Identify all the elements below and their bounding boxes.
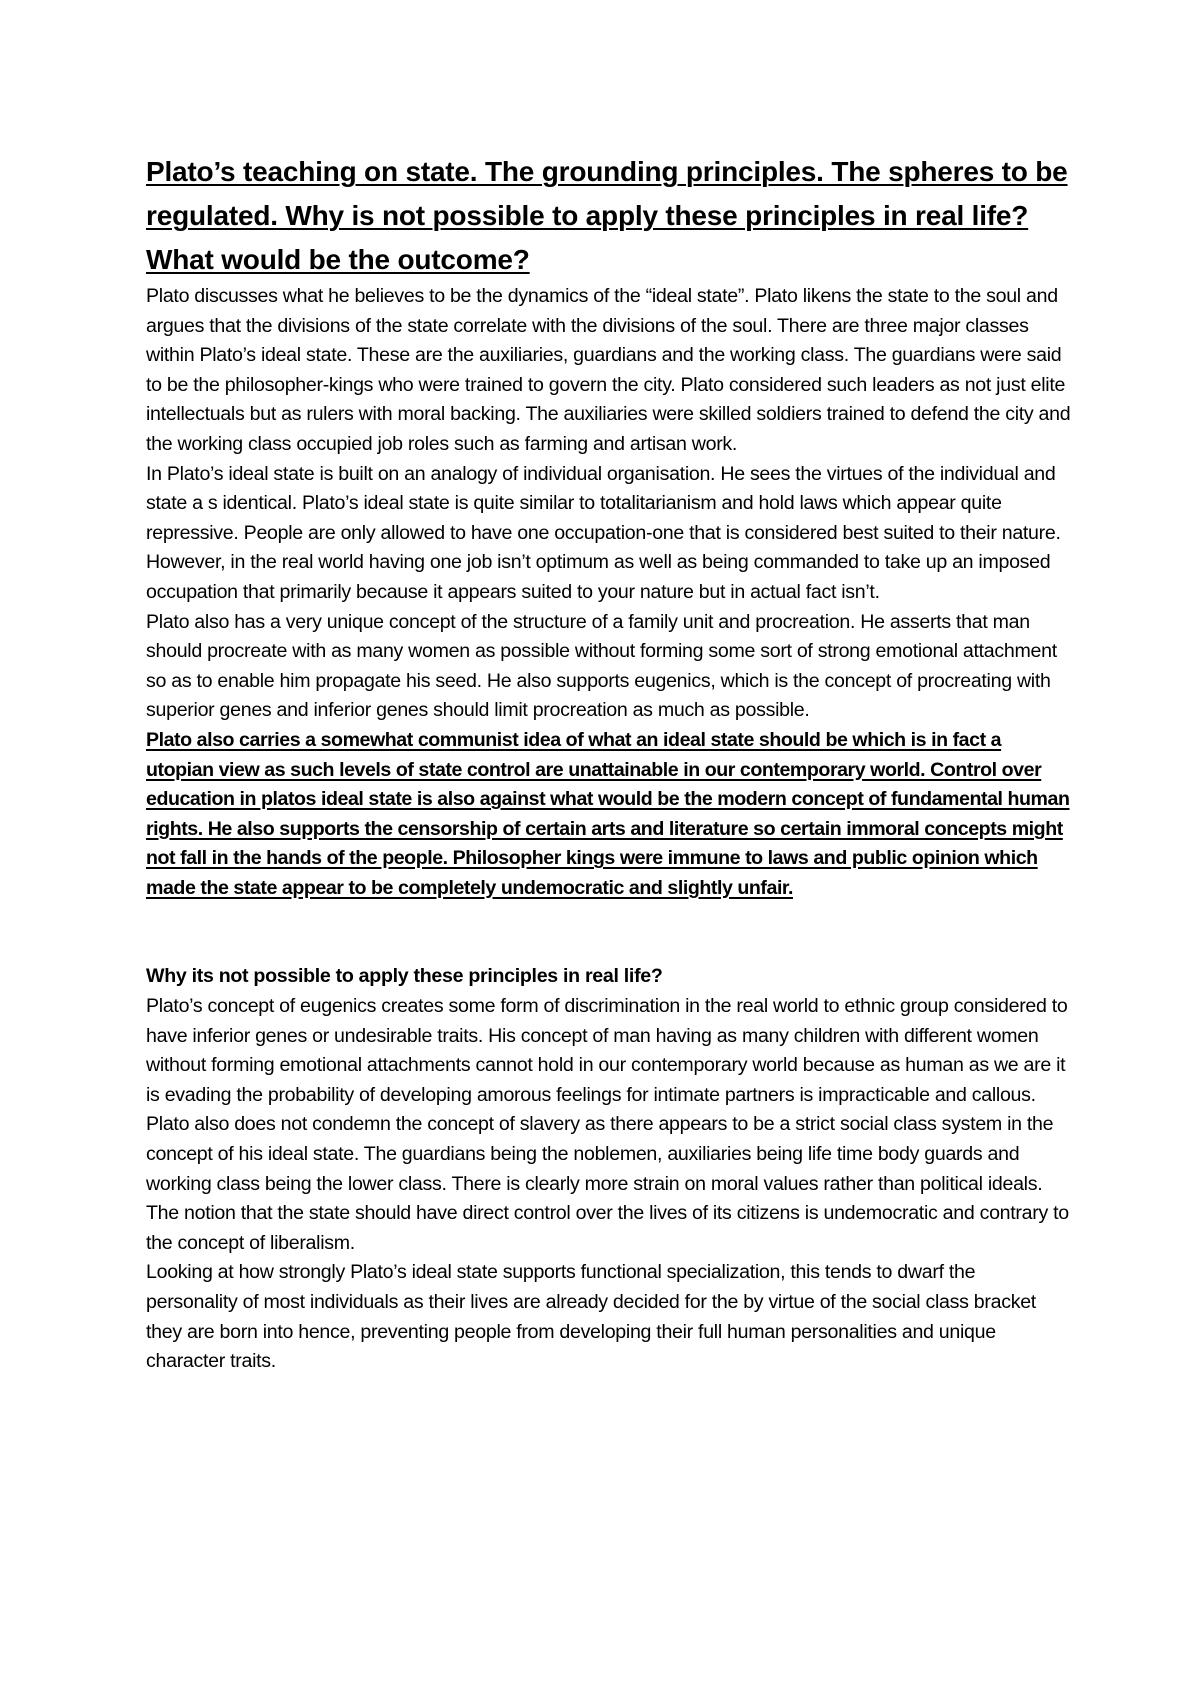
section-heading: Why its not possible to apply these principles in real life?	[146, 965, 663, 988]
paragraph-family-unit: Plato also has a very unique concept of the structure of a family unit and procreation. He asserts that man should procreate with as many women as possible without forming some sort of strong emotional attachment so as to enable him propagate his seed. He also supports eugenics, which is the concept of procreating with superior genes and inferior genes should limit procreation as much as possible.	[146, 610, 1057, 722]
paragraph-individual-analogy: In Plato’s ideal state is built on an analogy of individual organisation. He sees the virtues of the individual and state a s identical. Plato’s ideal state is quite similar to totalitarianism and hold laws which appear quite repressive. People are only allowed to have one occupation-one that is considered best suited to their nature. However, in the real world having one job isn’t optimum as well as being commanded to take up an imposed occupation that primarily because it appears suited to your nature but in actual fact isn’t.	[146, 462, 1061, 603]
document-title: Plato’s teaching on state. The grounding principles. The spheres to be regulated. Why is not possible to apply these principles in real life? What would be the outcome?	[146, 156, 1068, 275]
paragraph-ideal-state: Plato discusses what he believes to be the dynamics of the “ideal state”. Plato likens the state to the soul and argues that the divisions of the state correlate with the divisions of the soul. There are three major classes within Plato’s ideal state. These are the auxiliaries, guardians and the working class. The guardians were said to be the philosopher-kings who were trained to govern the city. Plato considered such leaders as not just elite intellectuals but as rulers with moral backing. The auxiliaries were skilled soldiers trained to defend the city and the working class occupied job roles such as farming and artisan work.	[146, 285, 1071, 455]
paragraph-communist-idea: Plato also carries a somewhat communist idea of what an ideal state should be which is in fact a utopian view as such levels of state control are unattainable in our contemporary world. Control over education in platos ideal state is also against what would be the modern concept of fundamental human rights. He also supports the censorship of certain arts and literature so certain immoral concepts might not fall in the hands of the people. Philosopher kings were immune to laws and public opinion which made the state appear to be completely undemocratic and slightly unfair.	[146, 728, 1070, 899]
paragraph-eugenics: Plato’s concept of eugenics creates some form of discrimination in the real world to ethnic group considered to have inferior genes or undesirable traits. His concept of man having as many children with different women without forming emotional attachments cannot hold in our contemporary world because as human as we are it is evading the probability of developing amorous feelings for intimate partners is impracticable and callous.	[146, 995, 1068, 1106]
document-body	[146, 150, 1071, 1377]
paragraph-specialization: Looking at how strongly Plato’s ideal state supports functional specialization, this tends to dwarf the personality of most individuals as their lives are already decided for the by virtue of the social class bracket they are born into hence, preventing people from developing their full human personalities and unique character traits.	[146, 1261, 1036, 1373]
paragraph-slavery: Plato also does not condemn the concept of slavery as there appears to be a strict social class system in the concept of his ideal state. The guardians being the noblemen, auxiliaries being life time body guards and working class being the lower class. There is clearly more strain on moral values rather than political ideals. The notion that the state should have direct control over the lives of its citizens is undemocratic and contrary to the concept of liberalism.	[146, 1113, 1069, 1254]
